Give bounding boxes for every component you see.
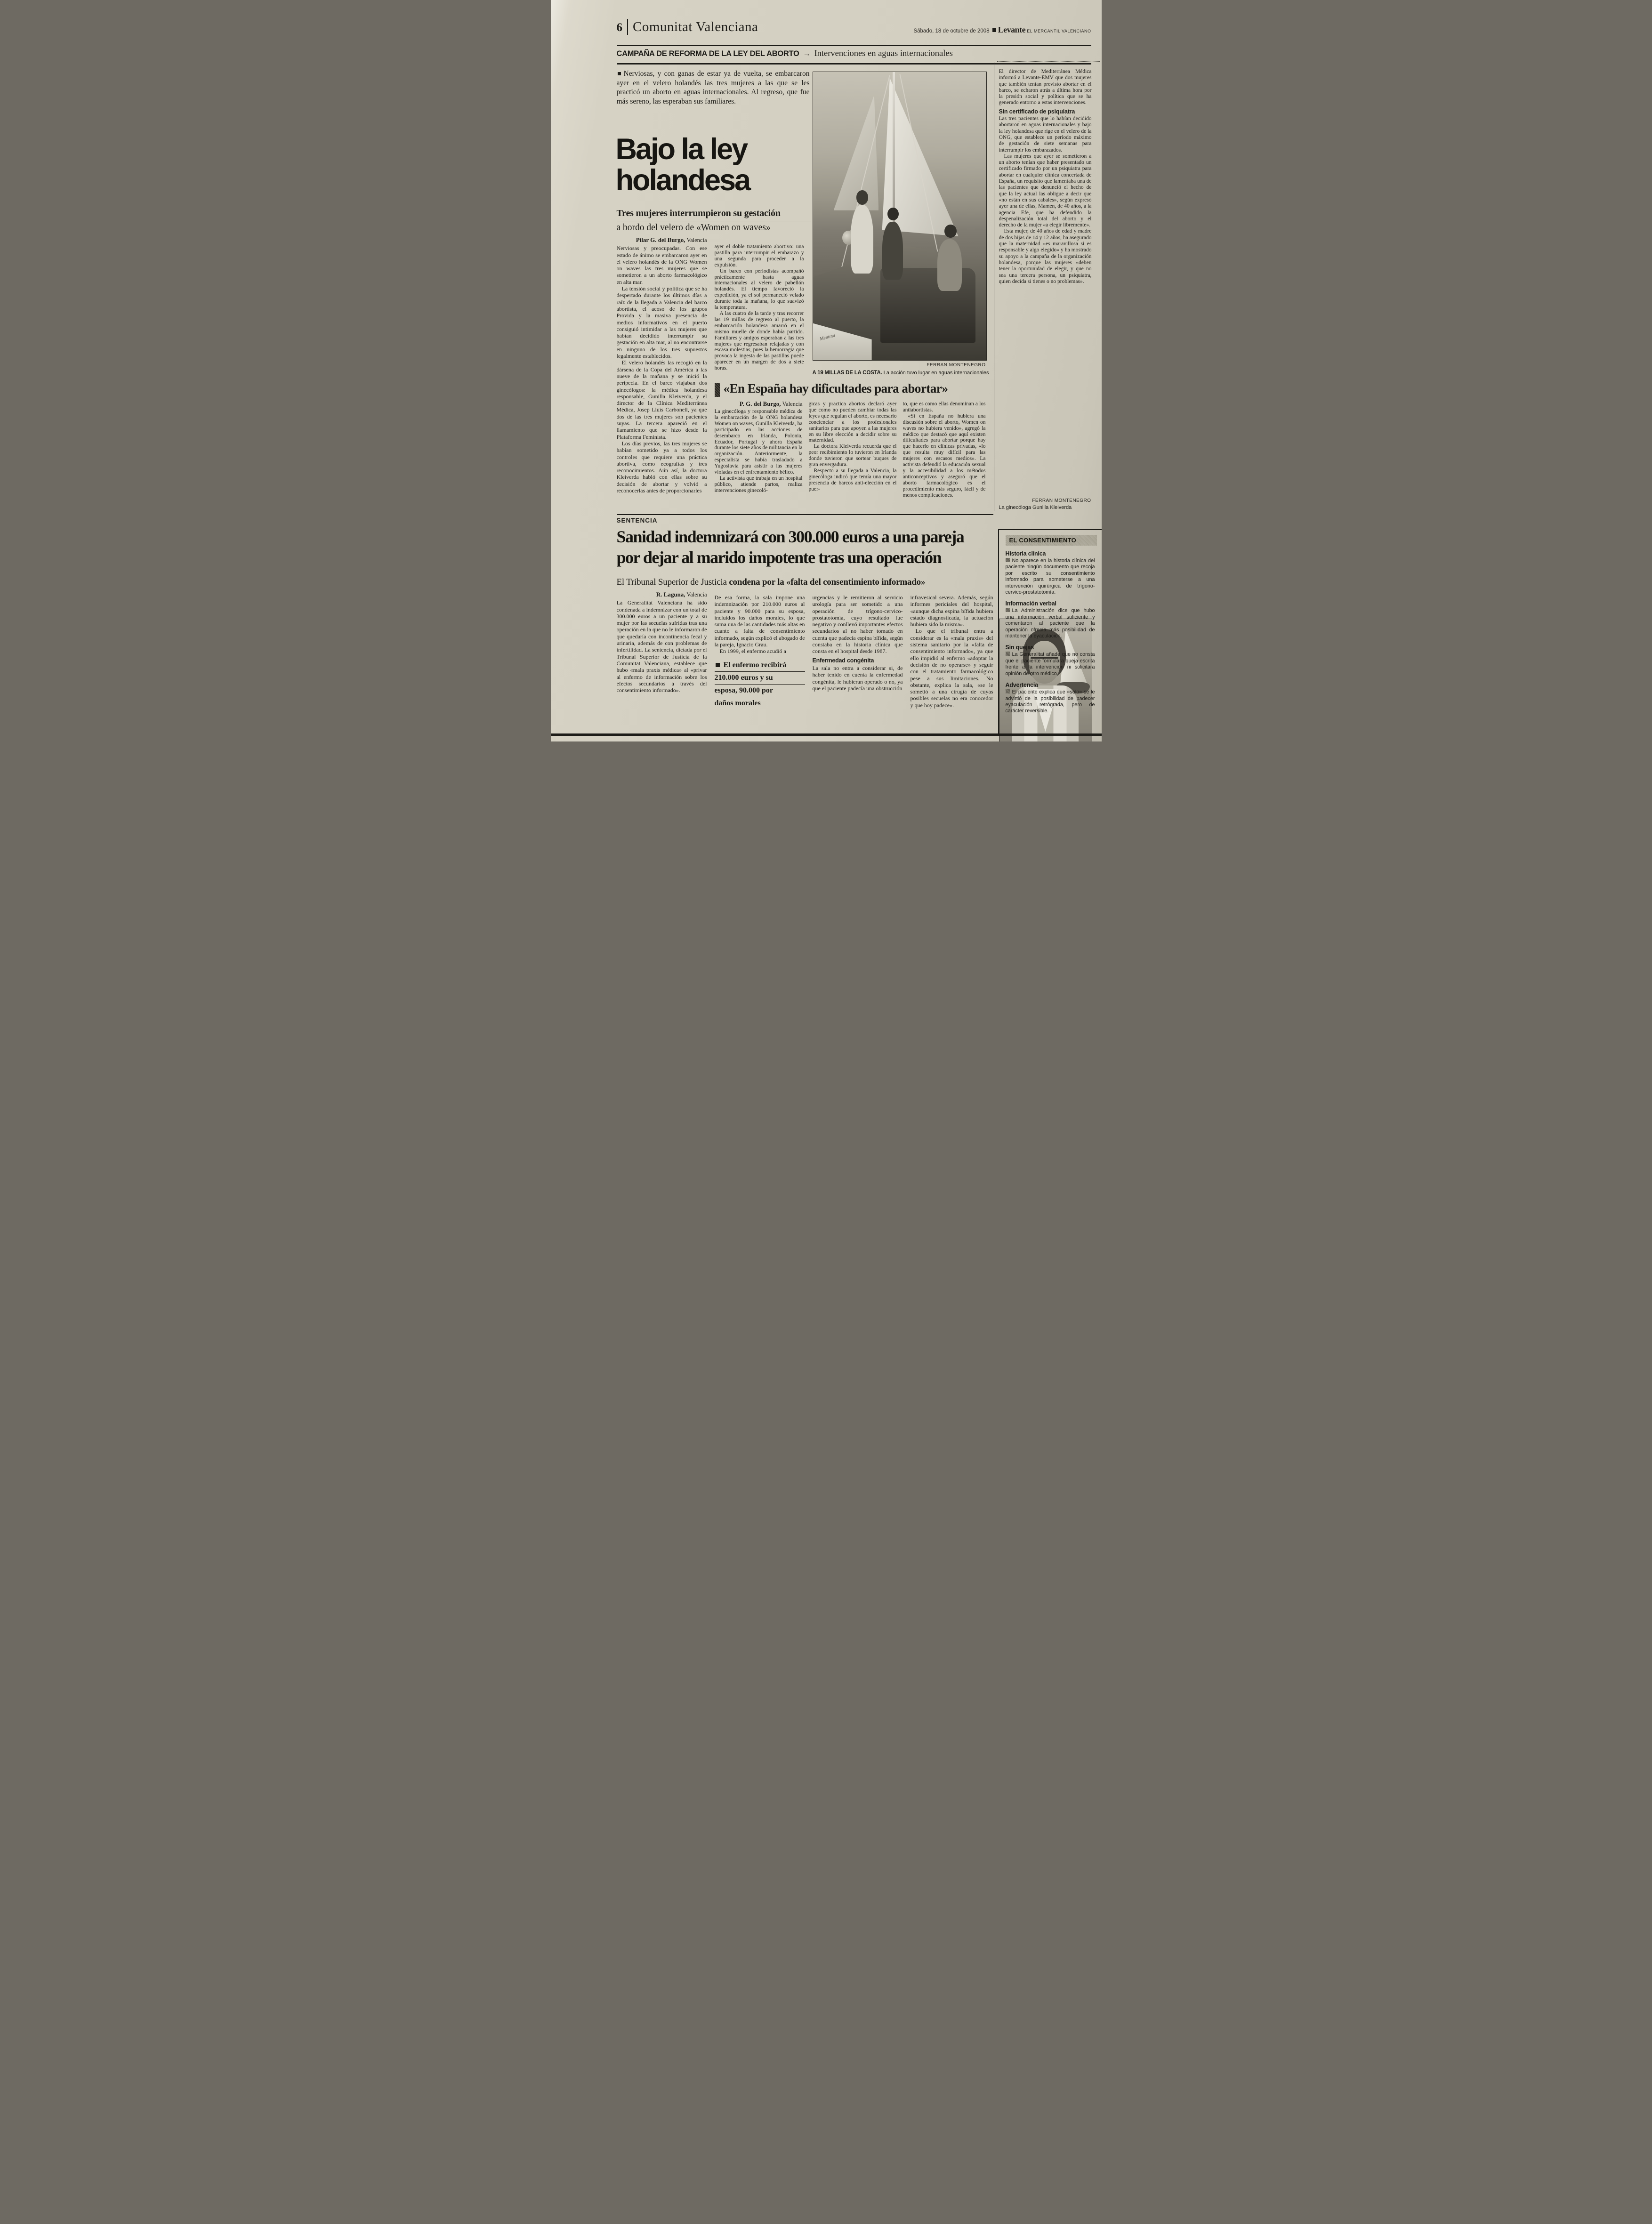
sentencia-headline-line2: por dejar al marido impotente tras una operación — [616, 548, 942, 567]
body-paragraph: Respecto a su llegada a Valencia, la ginecóloga indicó que temía una mayor presencia de barcos anti-elección en el puer- — [808, 467, 897, 492]
kicker-rule — [617, 63, 1091, 64]
article1-byline: Pilar G. del Burgo, Valencia — [636, 237, 707, 243]
photo-caption — [813, 370, 991, 376]
article2-columnC — [903, 401, 986, 511]
pull-quote-line: esposa, 90.000 por — [715, 685, 805, 697]
body-paragraph: Un barco con periodistas acompañó prácticamente hasta aguas internacionales al velero de pabellón holandés. El tiempo favoreció la expedición, ya el sol permaneció velado durante toda la mañana, lo que suavizó la temperatura. — [714, 268, 804, 311]
kicker — [617, 49, 1091, 59]
lead-text: Nerviosas, y con ganas de estar ya de vuelta, se embarcaron ayer en el velero holandés las tres mujeres a las que se les practicó un aborto en aguas internacionales. Al regreso, que fue más sereno, las esperaban sus familiares. — [616, 70, 810, 105]
square-bullet-icon — [1006, 652, 1010, 656]
sentencia-column4 — [911, 594, 993, 731]
body-paragraph: La ginecóloga y responsable médica de la embarcación de la ONG holandesa Women on waves, Gunilla Kleiverda, ha participado en las acciones de desembarco en Irlanda, Polonia, Ecuador, Portugal y ahora España durante los siete años de militancia en la organización. Anteriormente, la especialista se había trasladado a Yugoslavia para asistir a las mujeres violadas en el enfrentamiento bélico. — [714, 409, 803, 475]
sentencia-headline — [617, 526, 995, 568]
body-paragraph: La doctora Kleiverda recuerda que el peor recibimiento lo tuvieron en Irlanda donde tuvieron que sortear buques de gran envergadura. — [808, 443, 897, 468]
deck-bold: condena por la «falta del consentimiento informado» — [729, 577, 926, 587]
body-paragraph: El director de Mediterránea Médica informó a Levante-EMV que dos mujeres que también tenían previsto abortar en el barco, se echaron atrás a última hora por la presión social y política que se ha generado entorno a estas intervenciones. — [999, 69, 1092, 106]
consent-item-text: El paciente explica que «sólo» se le advirtió de la posibilidad de padecer eyaculación retrógrada, pero de carácter reversible. — [1005, 689, 1095, 714]
deck-light: a bordo del velero de «Women on waves» — [616, 223, 771, 233]
sentencia-deck — [617, 577, 995, 588]
consent-box-title: EL CONSENTIMIENTO — [1006, 535, 1097, 546]
right-column-top-rule — [997, 61, 1100, 62]
body-paragraph: urgencias y le remitieron al servicio urología para ser sometido a una operación de trígono-cervico-prostatotomía, cuyo resultado fue negativo y conllevó importantes efectos secundarios al no haber tomado en cuenta que padecía espina bífida, según constaba en la historia clínica que consta en el hospital desde 1987. — [812, 594, 903, 655]
pull-quote-line: El enfermo recibirá — [715, 659, 805, 672]
consent-item-head: Sin quejas — [1005, 644, 1034, 651]
consent-item-head: Información verbal — [1005, 600, 1056, 607]
headline-line1: Bajo la ley — [615, 133, 747, 166]
body-paragraph: Esta mujer, de 40 años de edad y madre de dos hijas de 14 y 12 años, ha asegurado que la maternidad «es maravillosa si es responsable y algo elegido» y ha mostrado su apoyo a la campaña de la organización holandesa, porque las mujeres «deben tener la oportunidad de elegir, y que no sea una tercera persona, un psiquiatra, quien decida si tienes o no problemas». — [999, 228, 1092, 284]
article2-columnB — [809, 401, 897, 511]
person-figure — [882, 222, 903, 279]
masthead: Levante — [998, 25, 1026, 34]
body-paragraph: Nerviosas y preocupadas. Con ese estado de ánimo se embarcaron ayer en el velero holandés de la ONG Women on waves las tres mujeres que se sometieron a un aborto farmacológico en alta mar. — [616, 245, 707, 285]
photo-credit: FERRAN MONTENEGRO — [927, 363, 986, 368]
square-bullet-icon — [618, 72, 621, 75]
header-divider — [627, 19, 628, 35]
body-paragraph: gicas y practica abortos declaró ayer que como no pueden cambiar todas las leyes que regulan el aborto, es necesario concienciar a los profesionales sanitarios para que apoyen a las mujeres en su libre elección a decidir sobre su maternidad. — [808, 401, 897, 443]
body-paragraph: «Si en España no hubiera una discusión sobre el aborto, Women on waves no hubiera venido», agregó la médico que destacó que aquí existen dificultades para abortar porque hay que hacerlo en clínicas privadas, «lo que resulta muy difícil para las mujeres con escasos medios». La activista defendió la educación sexual y la accesibilidad a los métodos anticonceptivos y aseguró que el aborto farmacológico es el procedimiento más seguro, fácil y de menos complicaciones. — [903, 413, 986, 498]
body-paragraph: A las cuatro de la tarde y tras recorrer las 19 millas de regreso al puerto, la embarcación holandesa amarró en el mismo muelle de donde había partido. Familiares y amigos esperaban a las tres mujeres que regresaban relajadas y con escasa molestias, pues la hemorragia que provoca la ingesta de las pastillas puede aparecer en un margen de dos a siete horas. — [714, 310, 804, 371]
body-paragraph: Lo que el tribunal entra a considerar es la «mala praxis» del sistema sanitario por la «falta de consentimiento informado», ya que ello impidió al enfermo «adoptar la decisión de no operarse» y seguir con el tratamiento farmacológico pese a sus limitaciones. No obstante, explica la sala, «se le sometió a una cirugía de cuyas posibles secuelas no era conocedor y que hoy padece». — [910, 628, 993, 709]
square-bullet-icon — [1006, 558, 1010, 562]
article2-columnA — [715, 409, 803, 511]
sentencia-column3 — [813, 594, 903, 731]
body-paragraph: La tensión social y política que se ha despertado durante los últimos días a raíz de la llegada a Valencia del barco abortista, el acoso de los grupos Provida y la masiva presencia de medios informativos en el puerto consiguió intimidar a las mujeres que habían decidido interrumpir su gestación en alta mar, al no encontrarse en ninguno de los tres supuestos legalmente establecidos. — [616, 285, 707, 360]
kicker-label: CAMPAÑA DE REFORMA DE LA LEY DEL ABORTO — [616, 49, 799, 58]
body-paragraph: ayer el doble tratamiento abortivo: una pastilla para interrumpir el embarazo y una segunda para proceder a la expulsión. — [714, 244, 804, 268]
article1-column1 — [617, 237, 707, 514]
caption-lead: A 19 MILLAS DE LA COSTA. — [812, 370, 882, 376]
article2-headline: «En España hay dificultades para abortar» — [723, 381, 948, 395]
article1-lead — [617, 69, 810, 106]
arrow-right-icon: → — [803, 50, 811, 58]
article2-byline: P. G. del Burgo, Valencia — [739, 400, 803, 407]
page-number: 6 — [616, 21, 622, 34]
body-paragraph: to, que es como ellas denominan a los antiabortistas. — [903, 401, 986, 413]
body-paragraph: La sala no entra a considerar si, de haber tenido en cuenta la enfermedad congénita, le hubieran operado o no, ya que el paciente padecía una obstrucción — [812, 664, 903, 692]
sentencia-subhead: Enfermedad congénita — [812, 657, 874, 664]
header-rule — [617, 45, 1091, 46]
right-story — [999, 69, 1092, 327]
article1-column2 — [715, 244, 804, 376]
article1-headline — [616, 134, 814, 196]
person-figure — [851, 205, 873, 274]
body-paragraph: infravesical severa. Además, según informes periciales del hospital, «aunque dicha espina bífida hubiera estado diagnosticada, la actuación hubiera sido la misma». — [910, 594, 993, 628]
newspaper-page — [551, 0, 1102, 741]
section-title: Comunitat Valenciana — [633, 19, 758, 34]
sentencia-byline: R. Laguna, Valencia — [656, 591, 707, 598]
caption-text: La acción tuvo lugar en aguas internacionales — [882, 370, 989, 376]
edition-date: Sábado, 18 de octubre de 2008 — [913, 28, 990, 34]
body-paragraph: La activista que trabaja en un hospital público, atiende partos, realiza intervenciones ginecoló- — [714, 475, 803, 493]
body-paragraph: La Generalitat Valenciana ha sido condenada a indemnizar con un total de 300.000 euros a un paciente y a su mujer por las secuelas sufridas tras una operación en la que no le informaron de que quedaría con incontinencia fecal y urinaria, además de con problemas de infertilidad. La sentencia, dictada por el Tribunal Superior de Justicia de la Comunitat Valenciana, establece que hubo «mala praxis médica» al «privar al enfermo de información sobre los efectos secundarios a través del consentimiento informado». — [616, 599, 707, 694]
body-paragraph: Las mujeres que ayer se sometieron a un aborto tenían que haber presentado un certificado firmado por un psiquiatra para abortar en cualquier clínica concertada de España, un requisito que lamentaba una de las pacientes que denunció el hecho de que la ley actual las obligue a decir que «no están en sus cabales», según expresó ayer una de ellas, Mamen, de 40 años, a la agencia Efe, que ha defendido la despenalización total del aborto y el derecho de la mujer «a elegir libremente». — [999, 153, 1092, 228]
portrait-credit: FERRAN MONTENEGRO — [1032, 498, 1091, 503]
sentencia-headline-line1: Sanidad indemnizará con 300.000 euros a una pareja — [616, 527, 964, 546]
body-paragraph: Los días previos, las tres mujeres se habían sometido ya a todos los controles que requiere una práctica abortiva, como ecografías y tres reconocimientos. Aún así, la doctora Kleiverda habló con ellas sobre su decisión de abortar y volvió a reconocerlas antes de proporcionarles — [616, 440, 707, 494]
consent-item-text: No aparece en la historia clínica del paciente ningún documento que recoja por escrito su consentimiento informado para someterse a una intervención quirúrgica de trígono-cervico-prostatotomía. — [1005, 558, 1095, 596]
person-figure — [937, 239, 962, 291]
consent-item-text: La Administración dice que hubo una información verbal suficiente y comentaron al paciente que la operación ofrecía más posibilidad de mantener la eyaculación. — [1005, 608, 1095, 639]
consent-item-head: Advertencia — [1005, 682, 1038, 689]
sentencia-column1 — [617, 591, 707, 729]
body-paragraph: El velero holandés las recogió en la dársena de la Copa del América a las nueve de la mañana y se inició la peripecia. En el barco viajaban dos ginecólogos: la médica holandesa responsable, Gunilla Kleiverda, y el director de la Clínica Mediterránea Médica, Josep Lluís Carbonell, ya que dos de las tres mujeres son pacientes suyas. La tercera apareció en el llamamiento que se hizo desde la Plataforma Feminista. — [616, 359, 707, 440]
sail-shape — [834, 95, 879, 210]
person-head — [887, 208, 899, 221]
sentencia-section-label: SENTENCIA — [616, 517, 658, 524]
consent-item-head: Historia clínica — [1005, 550, 1046, 557]
right-story-subhead: Sin certificado de psiquiatra — [999, 108, 1075, 115]
sentencia-top-rule — [617, 514, 993, 515]
headline-line2: holandesa — [615, 164, 750, 197]
page-header — [617, 19, 1091, 35]
page-bottom-rule — [551, 733, 1102, 736]
pull-quote — [715, 659, 805, 709]
body-paragraph: Las tres pacientes que lo habían decidido abortaron en aguas internacionales y bajo la ley holandesa que rige en el velero de la ONG, que establece un período máximo de gestación de siete semanas para interrumpir los embarazados. — [999, 116, 1092, 153]
article1-deck — [617, 208, 811, 233]
consent-box — [998, 529, 1102, 734]
section-header — [617, 19, 758, 35]
masthead-subtitle: EL MERCANTIL VALENCIANO — [1027, 29, 1091, 33]
square-bullet-icon — [1006, 689, 1010, 693]
portrait-caption: La ginecóloga Gunilla Kleiverda — [999, 505, 1072, 510]
body-paragraph: De esa forma, la sala impone una indemnización por 210.000 euros al paciente y 90.000 para su esposa, incluidos los daños morales, lo que suma una de las cantidades más altas en cuanto a falta de consentimiento informado, según explicó el abogado de la pareja, Ignacio Grau. — [714, 594, 805, 648]
square-bullet-icon — [1006, 608, 1010, 612]
headline-bullet-icon — [715, 383, 720, 397]
boat-name: Mentina — [819, 333, 836, 342]
pull-quote-line: daños morales — [714, 699, 761, 707]
sentencia-column2 — [715, 594, 805, 731]
square-bullet-icon — [716, 663, 720, 667]
main-photo — [813, 72, 987, 361]
deck-light: El Tribunal Superior de Justicia — [616, 577, 729, 587]
body-paragraph: En 1999, el enfermo acudió a — [719, 648, 786, 655]
edition-line — [913, 25, 1091, 35]
deck-bold: Tres mujeres interrumpieron su gestación — [617, 208, 811, 221]
kicker-subtitle: Intervenciones en aguas internacionales — [814, 49, 953, 58]
square-bullet-icon — [992, 28, 996, 32]
consent-item-text: La Generalitat añade que no consta que el paciente formulara queja escrita frente a la intervención ni solicitara opinión de otro médico. — [1005, 652, 1095, 677]
person-head — [856, 190, 869, 205]
pull-quote-line: 210.000 euros y su — [715, 672, 805, 685]
person-head — [944, 225, 957, 238]
